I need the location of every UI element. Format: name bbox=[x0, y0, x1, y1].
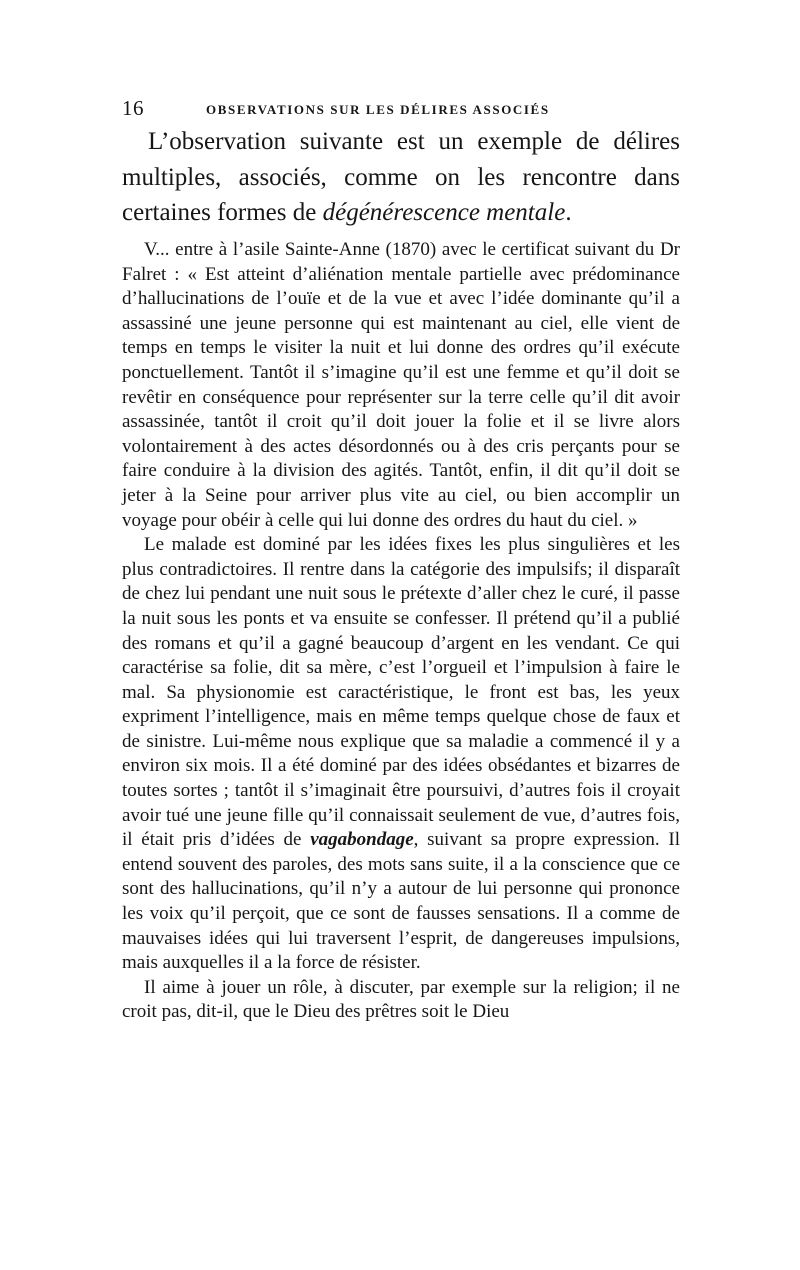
paragraph-emphasis: vagabondage bbox=[310, 829, 414, 851]
paragraph-patient-description bbox=[122, 533, 680, 976]
intro-paragraph bbox=[122, 124, 680, 231]
page-number: 16 bbox=[122, 96, 144, 120]
paragraph-text: Le malade est dominé par les idées fixes les plus singulières et les plus contradictoires. Il rentre dans la catégorie des impulsifs; il disparaît de chez lui pendant une nuit sous le prétexte d’aller chez le curé, il passe la nuit sous les ponts et va ensuite se confesser. Il prétend qu’il a publié des romans et qu’il a gagné beaucoup d’argent en les vendant. Ce qui caractérise sa folie, dit sa mère, c’est l’orgueil et l’impulsion à faire le mal. Sa physionomie est caractéristique, le front est bas, les yeux expriment l’intelligence, mais en même temps quelque chose de faux et de sinistre. Lui-même nous explique que sa maladie a commencé il y a environ six mois. Il a été dominé par des idées obsédantes et bizarres de toutes sortes ; tantôt il s’imaginait être poursuivi, d’autres fois il croyait avoir tué une jeune fille qu’il connaissait seulement de vue, d’autres fois, il était pris d’idées de bbox=[122, 534, 680, 851]
intro-text: L’observation suivante est un exemple de délires multiples, associés, comme on les rencontre dans certaines formes de bbox=[122, 128, 680, 226]
intro-emphasis: dégénérescence mentale bbox=[322, 199, 566, 226]
paragraph-text-end: , suivant sa propre expression. Il entend souvent des paroles, des mots sans suite, il a la conscience que ce sont des hallucinations, qu’il n’y a autour de lui personne qui prononce les voix qu’il perçoit, que ce sont de fausses sensations. Il a comme de mauvaises idées qui lui traversent l’esprit, de dangereuses impulsions, mais auxquelles il a la force de résister. bbox=[122, 829, 681, 974]
paragraph-religion: Il aime à jouer un rôle, à discuter, par exemple sur la religion; il ne croit pas, dit-il, que le Dieu des prêtres soit le Dieu bbox=[122, 976, 680, 1023]
paragraph-certificate: V... entre à l’asile Sainte-Anne (1870) avec le certificat suivant du Dr Falret : « Est atteint d’aliénation mentale partielle avec prédominance d’hallucinations de l’ouïe et de la vue et avec l’idée dominante qu’il a assassiné une jeune personne qui est maintenant au ciel, elle vient de temps en temps le visiter la nuit et lui donne des ordres qu’il exécute ponctuellement. Tantôt il s’imagine qu’il est une femme et qu’il doit se revêtir en conséquence pour représenter sur la terre celle qu’il dit avoir assassinée, tantôt il croit qu’il doit jouer la folie et il se livre alors volontairement à des actes désordonnés ou à des cris perçants pour se faire conduire à la division des agités. Tantôt, enfin, il dit qu’il doit se jeter à la Seine pour arriver plus vite au ciel, ou bien accomplir un voyage pour obéir à celle qui lui donne des ordres du haut du ciel. » bbox=[122, 239, 680, 531]
intro-paragraph-block bbox=[122, 124, 680, 231]
observation-body bbox=[122, 238, 680, 1025]
running-title: OBSERVATIONS SUR LES DÉLIRES ASSOCIÉS bbox=[206, 102, 550, 117]
page-header bbox=[122, 96, 682, 124]
intro-text-end: . bbox=[565, 199, 572, 226]
